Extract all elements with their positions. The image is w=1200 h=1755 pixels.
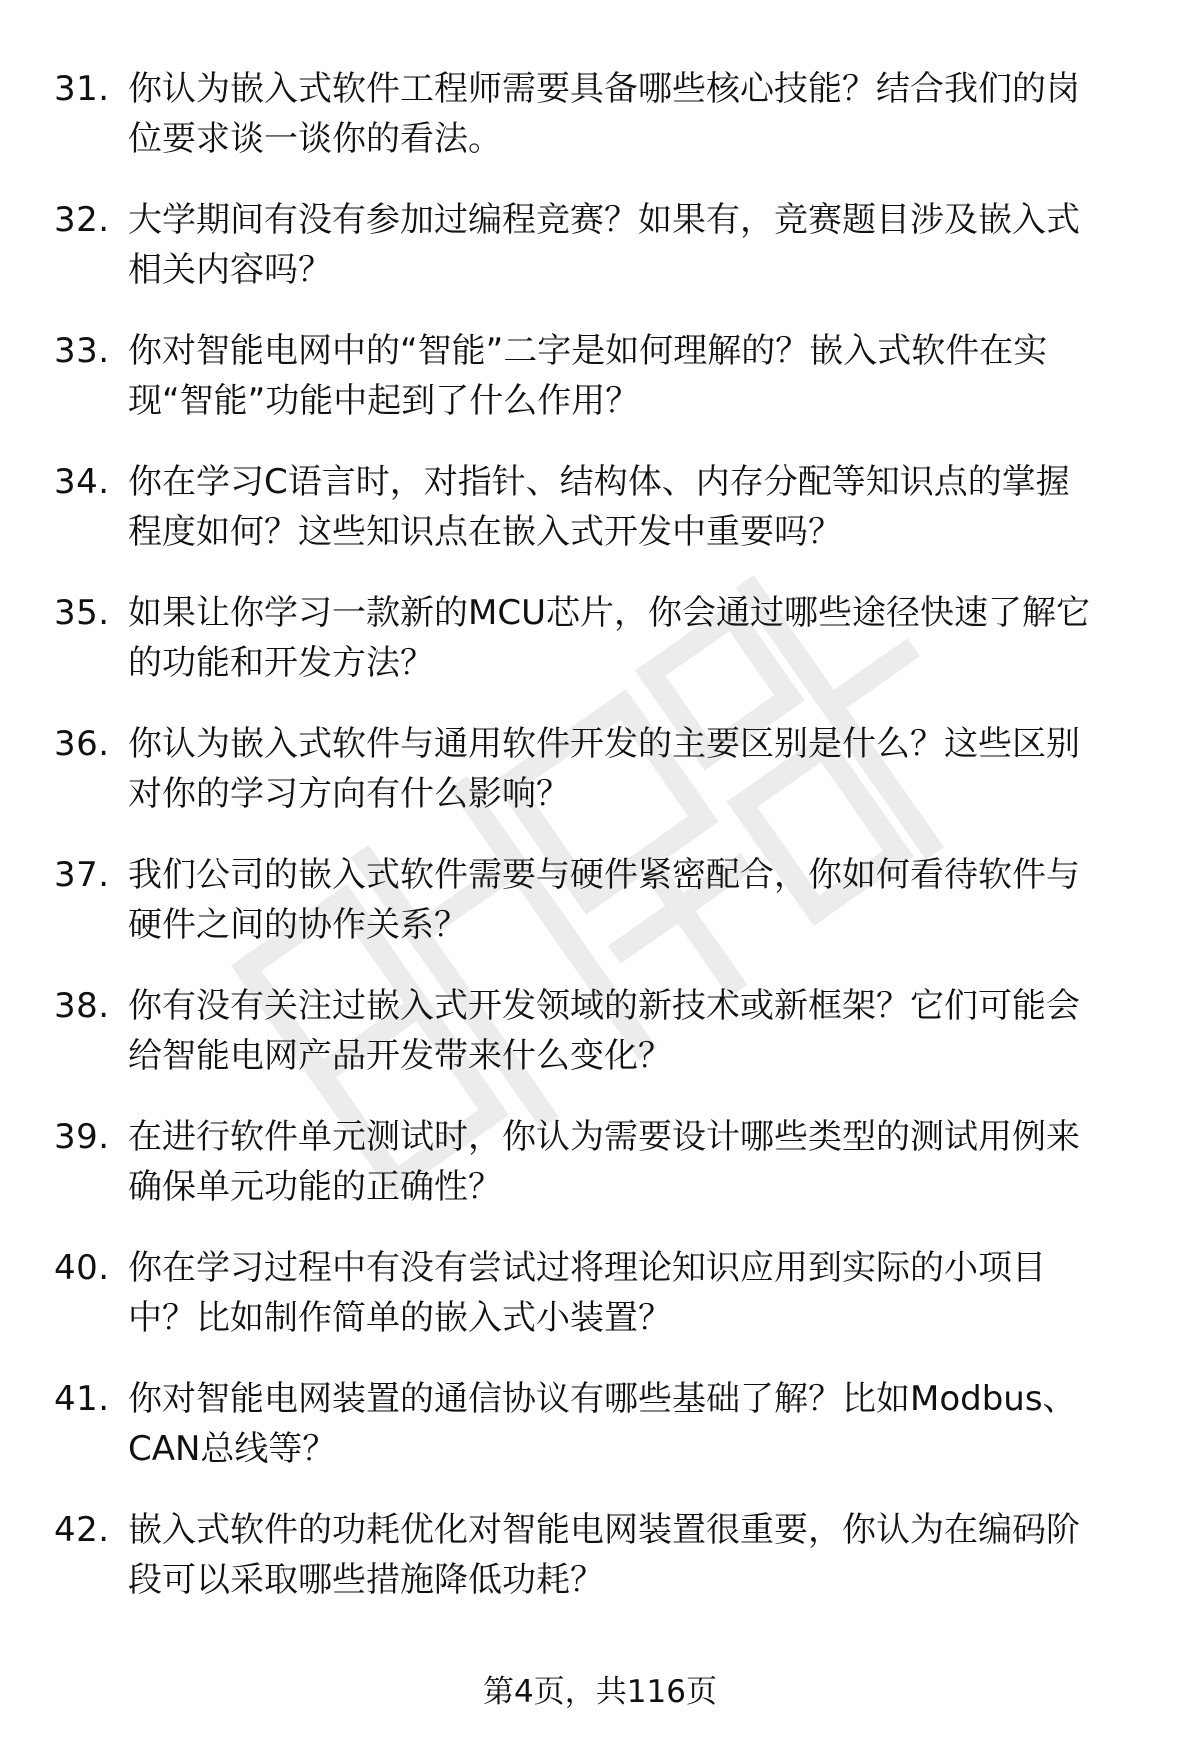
question-number: 35. <box>54 593 110 633</box>
question-item <box>0 1112 1200 1243</box>
question-text-line: 现“智能”功能中起到了什么作用？ <box>128 381 640 421</box>
question-text <box>128 1505 1148 1605</box>
question-text-line: 大学期间有没有参加过编程竞赛？如果有，竞赛题目涉及嵌入式 <box>128 200 1080 240</box>
question-text <box>128 1112 1148 1212</box>
question-item <box>0 64 1200 195</box>
question-text <box>128 195 1148 295</box>
question-text-line: 嵌入式软件的功耗优化对智能电网装置很重要，你认为在编码阶 <box>128 1510 1080 1550</box>
question-text-line: 你有没有关注过嵌入式开发领域的新技术或新框架？它们可能会 <box>128 986 1080 1026</box>
question-number: 42. <box>54 1510 110 1550</box>
question-number: 36. <box>54 724 110 764</box>
question-text-line: 的功能和开发方法？ <box>128 643 434 683</box>
question-text-line: 硬件之间的协作关系？ <box>128 905 468 945</box>
question-text-line: 你在学习过程中有没有尝试过将理论知识应用到实际的小项目 <box>128 1248 1046 1288</box>
question-text <box>128 588 1148 688</box>
question-text <box>128 1243 1148 1343</box>
question-item <box>0 850 1200 981</box>
question-text-line: 如果让你学习一款新的MCU芯片，你会通过哪些途径快速了解它 <box>128 593 1090 633</box>
question-text-line: 你认为嵌入式软件工程师需要具备哪些核心技能？结合我们的岗 <box>128 69 1080 109</box>
question-text-line: 你在学习C语言时，对指针、结构体、内存分配等知识点的掌握 <box>128 462 1070 502</box>
question-text <box>128 981 1148 1081</box>
question-list <box>0 64 1200 1636</box>
question-text-line: CAN总线等？ <box>128 1429 337 1469</box>
question-text-line: 给智能电网产品开发带来什么变化？ <box>128 1036 672 1076</box>
question-item <box>0 326 1200 457</box>
question-item <box>0 1243 1200 1374</box>
question-text <box>128 326 1148 426</box>
question-text-line: 我们公司的嵌入式软件需要与硬件紧密配合，你如何看待软件与 <box>128 855 1080 895</box>
question-item <box>0 719 1200 850</box>
question-number: 41. <box>54 1379 110 1419</box>
question-text-line: 你认为嵌入式软件与通用软件开发的主要区别是什么？这些区别 <box>128 724 1080 764</box>
question-text-line: 在进行软件单元测试时，你认为需要设计哪些类型的测试用例来 <box>128 1117 1080 1157</box>
question-number: 37. <box>54 855 110 895</box>
question-text-line: 程度如何？这些知识点在嵌入式开发中重要吗？ <box>128 512 842 552</box>
question-item <box>0 1374 1200 1505</box>
question-number: 39. <box>54 1117 110 1157</box>
question-item <box>0 457 1200 588</box>
question-item <box>0 195 1200 326</box>
question-text <box>128 457 1148 557</box>
question-text-line: 确保单元功能的正确性？ <box>128 1167 502 1207</box>
question-item <box>0 1505 1200 1636</box>
question-number: 31. <box>54 69 110 109</box>
question-number: 33. <box>54 331 110 371</box>
question-text-line: 对你的学习方向有什么影响？ <box>128 774 570 814</box>
question-item <box>0 981 1200 1112</box>
question-number: 40. <box>54 1248 110 1288</box>
question-number: 32. <box>54 200 110 240</box>
question-text <box>128 850 1148 950</box>
question-text-line: 相关内容吗？ <box>128 250 332 290</box>
question-text-line: 中？比如制作简单的嵌入式小装置？ <box>128 1298 672 1338</box>
question-text <box>128 1374 1148 1474</box>
page-footer <box>0 1670 1200 1714</box>
question-text <box>128 719 1148 819</box>
question-number: 34. <box>54 462 110 502</box>
question-number: 38. <box>54 986 110 1026</box>
question-item <box>0 588 1200 719</box>
question-text-line: 段可以采取哪些措施降低功耗？ <box>128 1560 604 1600</box>
question-text-line: 你对智能电网中的“智能”二字是如何理解的？嵌入式软件在实 <box>128 331 1048 371</box>
page-number-label: 第4页，共116页 <box>483 1674 717 1710</box>
question-text-line: 位要求谈一谈你的看法。 <box>128 119 502 159</box>
question-text <box>128 64 1148 164</box>
question-text-line: 你对智能电网装置的通信协议有哪些基础了解？比如Modbus、 <box>128 1379 1077 1419</box>
